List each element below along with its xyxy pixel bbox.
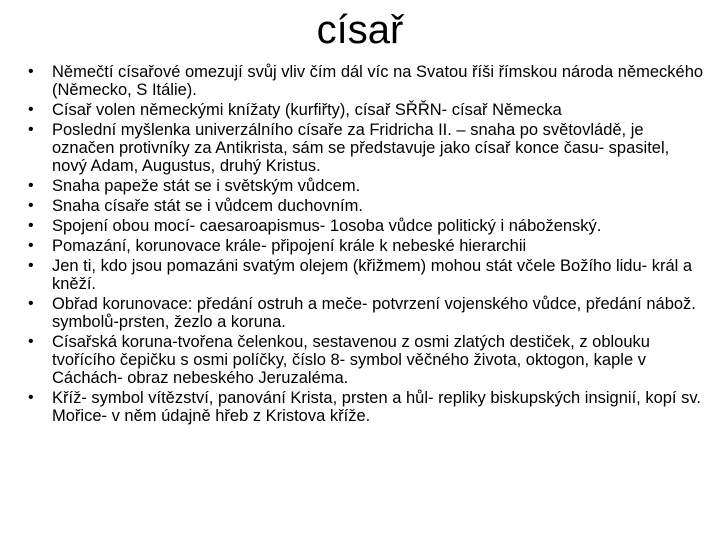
- bullet-text: Kříž- symbol vítězství, panování Krista, prsten a hůl- repliky biskupských insignií, kopí sv. Mořice- v něm údajně hřeb z Kristova kříže.: [52, 389, 701, 425]
- bullet-text: Císař volen německými knížaty (kurfiřty), císař SŘŘN- císař Německa: [52, 101, 562, 119]
- list-item: [28, 389, 708, 425]
- bullet-text: Obřad korunovace: předání ostruh a meče- potvrzení vojenského vůdce, předání nábož. symbolů-prsten, žezlo a koruna.: [52, 295, 696, 331]
- bullet-list: [28, 63, 708, 427]
- bullet-icon: •: [28, 295, 34, 312]
- list-item: [28, 333, 708, 387]
- bullet-icon: •: [28, 177, 34, 194]
- list-item: [28, 217, 708, 235]
- bullet-icon: •: [28, 257, 34, 274]
- bullet-text: Pomazání, korunovace krále- připojení krále k nebeské hierarchii: [52, 237, 527, 255]
- bullet-icon: •: [28, 121, 34, 138]
- slide-title: císař: [316, 8, 404, 52]
- bullet-text: Spojení obou mocí- caesaroapismus- 1osoba vůdce politický i náboženský.: [52, 217, 602, 235]
- bullet-text: Němečtí císařové omezují svůj vliv čím dál víc na Svatou říši římskou národa německého (Německo, S Itálie).: [52, 63, 704, 99]
- bullet-icon: •: [28, 197, 34, 214]
- list-item: [28, 101, 708, 119]
- list-item: [28, 121, 708, 175]
- bullet-text: Jen ti, kdo jsou pomazáni svatým olejem (křižmem) mohou stát včele Božího lidu- král a kněží.: [52, 257, 693, 293]
- list-item: [28, 257, 708, 293]
- bullet-text: Císařská koruna-tvořena čelenkou, sestavenou z osmi zlatých destiček, z oblouku tvořícího čepičku s osmi políčky, číslo 8- symbol věčného života, oktogon, kaple v Cáchách- obraz nebeského Jeruzaléma.: [52, 333, 650, 387]
- list-item: [28, 295, 708, 331]
- bullet-icon: •: [28, 63, 34, 80]
- bullet-text: Poslední myšlenka univerzálního císaře za Fridricha II. – snaha po světovládě, je označen protivníky za Antikrista, sám se představuje jako císař konce času- spasitel, nový Adam, Augustus, druhý Kristus.: [52, 121, 670, 175]
- list-item: [28, 63, 708, 99]
- list-item: [28, 237, 708, 255]
- bullet-icon: •: [28, 101, 34, 118]
- list-item: [28, 177, 708, 195]
- bullet-text: Snaha papeže stát se i světským vůdcem.: [52, 177, 361, 195]
- bullet-icon: •: [28, 389, 34, 406]
- bullet-text: Snaha císaře stát se i vůdcem duchovním.: [52, 197, 363, 215]
- bullet-icon: •: [28, 217, 34, 234]
- list-item: [28, 197, 708, 215]
- bullet-icon: •: [28, 333, 34, 350]
- bullet-icon: •: [28, 237, 34, 254]
